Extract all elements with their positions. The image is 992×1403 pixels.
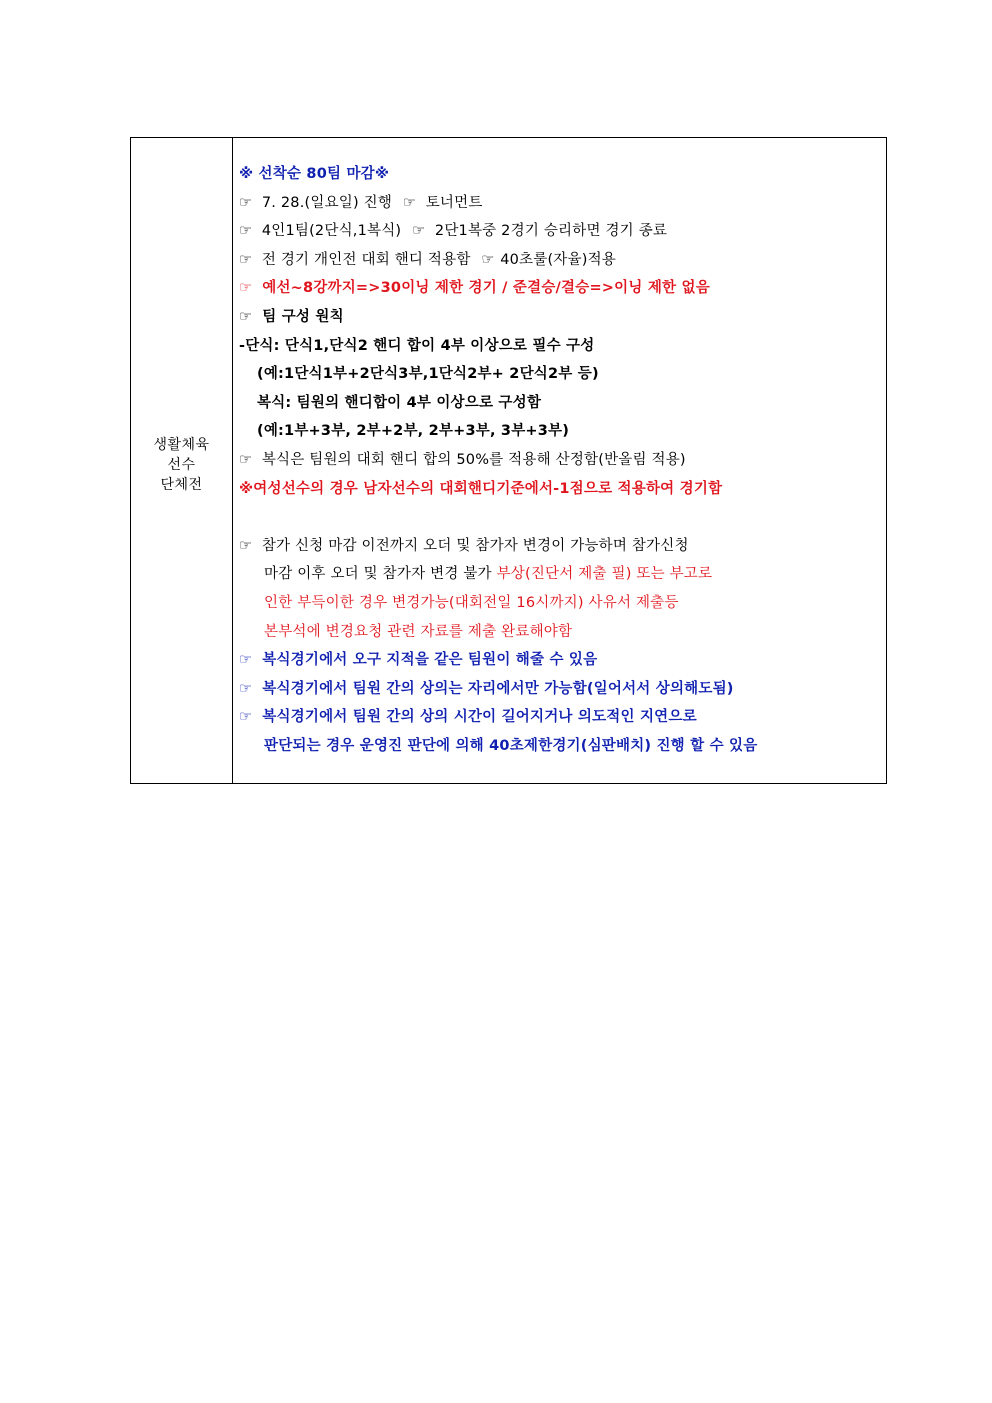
rules-content [233, 138, 886, 783]
rule-team-composition [239, 217, 886, 246]
rule-team-principle [239, 303, 886, 332]
rule-date [239, 189, 886, 218]
rule-delay-text: 복식경기에서 팀원 간의 상의 시간이 길어지거나 의도적인 지연으로 [262, 709, 697, 726]
pointing-hand-icon: ☞ [239, 194, 253, 211]
rule-team-principle-text: 팀 구성 원칙 [262, 308, 344, 325]
rule-handicap [239, 246, 886, 275]
rule-delay-cont: 판단되는 경우 운영진 판단에 의해 40초제한경기(심판배치) 진행 할 수 있음 [264, 737, 758, 754]
rule-inning-limit [239, 274, 886, 303]
rule-consultation-text: 복식경기에서 팀원 간의 상의는 자리에서만 가능함(일어서서 상의해도됨) [262, 680, 734, 697]
rule-exception-submit: 본부석에 변경요청 관련 자료를 제출 완료해야함 [264, 623, 573, 640]
rule-singles-example: (예:1단식1부+2단식3부,1단식2부+ 2단식2부 등) [257, 366, 599, 383]
rule-40sec-text: 40초룰(자율)적용 [500, 251, 616, 268]
rule-date-text: 7. 28.(일요일) 진행 [261, 194, 393, 211]
pointing-hand-icon: ☞ [239, 451, 253, 468]
rule-first-come-limit: ※ 선착순 80팀 마감※ [239, 166, 390, 182]
rule-win-condition-text: 2단1복중 2경기 승리하면 경기 종료 [434, 223, 668, 240]
pointing-hand-icon: ☞ [239, 280, 253, 297]
rule-female-handicap: ※여성선수의 경우 남자선수의 대회핸디기준에서-1점으로 적용하여 경기함 [239, 480, 723, 497]
rule-singles-handicap: -단식: 단식1,단식2 핸디 합이 4부 이상으로 필수 구성 [239, 337, 595, 354]
rule-team-size-text: 4인1팀(2단식,1복식) [261, 223, 402, 240]
rule-foul-call [239, 646, 886, 675]
rule-format-text: 토너먼트 [425, 194, 483, 211]
pointing-hand-icon: ☞ [239, 680, 253, 697]
pointing-hand-icon: ☞ [239, 709, 253, 726]
rule-handicap-text: 전 경기 개인전 대회 핸디 적용함 [261, 251, 471, 268]
category-label-line-2: 선수 [167, 456, 196, 473]
pointing-hand-icon: ☞ [402, 194, 417, 211]
rule-order-change-cont [239, 560, 886, 589]
rule-order-change-cont-text: 마감 이후 오더 및 참가자 변경 불가 [264, 566, 497, 583]
rule-exception-cont: 인한 부득이한 경우 변경가능(대회전일 16시까지) 사유서 제출등 [264, 594, 679, 611]
rule-doubles-calculation-text: 복식은 팀원의 대회 핸디 합의 50%를 적용해 산정함(반올림 적용) [261, 451, 686, 468]
rule-delay [239, 703, 886, 732]
rule-order-change-text: 참가 신청 마감 이전까지 오더 및 참가자 변경이 가능하며 참가신청 [261, 537, 689, 554]
rule-order-change [239, 532, 886, 561]
rule-doubles-example: (예:1부+3부, 2부+2부, 2부+3부, 3부+3부) [257, 423, 570, 440]
rule-doubles-calculation [239, 446, 886, 475]
rules-table [130, 137, 887, 784]
category-cell [131, 138, 233, 783]
pointing-hand-icon: ☞ [239, 537, 253, 554]
category-label-line-3: 단체전 [160, 476, 203, 493]
pointing-hand-icon: ☞ [412, 223, 426, 240]
pointing-hand-icon: ☞ [239, 223, 253, 240]
blank-line [239, 503, 886, 532]
pointing-hand-icon: ☞ [239, 308, 253, 325]
rule-inning-limit-text: 예선~8강까지=>30이닝 제한 경기 / 준결승/결승=>이닝 제한 없음 [262, 280, 710, 297]
rule-doubles-handicap: 복식: 팀원의 핸디합이 4부 이상으로 구성함 [257, 394, 542, 411]
pointing-hand-icon: ☞ [239, 652, 253, 669]
rule-foul-call-text: 복식경기에서 오구 지적을 같은 팀원이 해줄 수 있음 [262, 652, 598, 669]
pointing-hand-icon: ☞ [239, 251, 253, 268]
pointing-hand-icon: ☞ [481, 251, 495, 268]
rule-exception-text: 부상(진단서 제출 필) 또는 부고로 [496, 566, 713, 583]
category-label-line-1: 생활체육 [153, 436, 210, 453]
rule-consultation [239, 675, 886, 704]
